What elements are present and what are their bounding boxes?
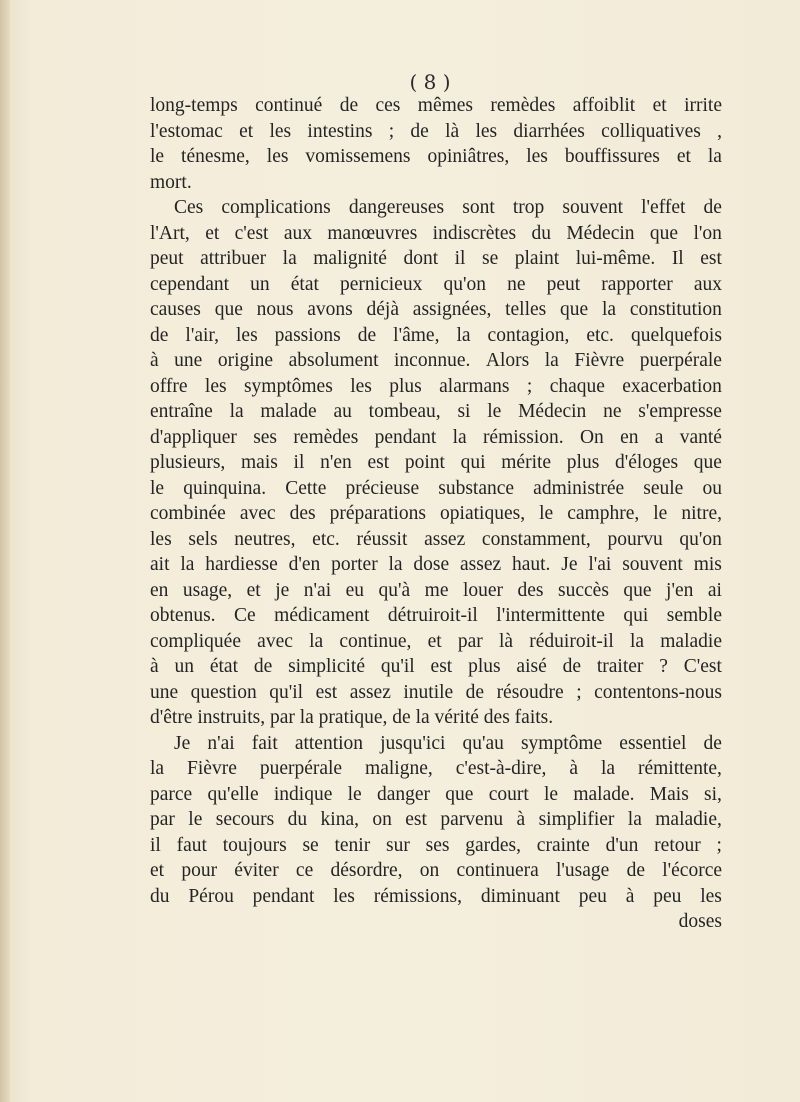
text-line: combinée avec des préparations opiatiques, le camphre, le nitre, [150, 503, 722, 524]
binding-edge [0, 0, 10, 1102]
text-line: long-temps continué de ces mêmes remèdes affoiblit et irrite [150, 95, 722, 116]
text-line: à une origine absolument inconnue. Alors la Fièvre puerpérale [150, 350, 722, 371]
text-line: plusieurs, mais il n'en est point qui mérite plus d'éloges que [150, 452, 722, 473]
text-line: à un état de simplicité qu'il est plus aisé de traiter ? C'est [150, 656, 722, 677]
text-line: les sels neutres, etc. réussit assez constamment, pourvu qu'on [150, 528, 722, 550]
paragraph [150, 731, 722, 910]
text-line: Je n'ai fait attention jusqu'ici qu'au symptôme essentiel de [174, 732, 722, 754]
text-line: de l'air, les passions de l'âme, la contagion, etc. quelquefois [150, 324, 722, 346]
text-line: l'estomac et les intestins ; de là les diarrhées colliquatives , [150, 120, 722, 142]
text-line: parce qu'elle indique le danger que court le malade. Mais si, [150, 783, 722, 805]
body-text [150, 93, 722, 935]
text-line: il faut toujours se tenir sur ses gardes, crainte d'un retour ; [150, 834, 722, 856]
text-line: la Fièvre puerpérale maligne, c'est-à-dire, à la rémittente, [150, 758, 722, 779]
text-line: l'Art, et c'est aux manœuvres indiscrètes du Médecin que l'on [150, 222, 722, 244]
text-line: d'être instruits, par la pratique, de la vérité des faits. [150, 707, 554, 728]
text-line: une question qu'il est assez inutile de résoudre ; contentons-nous [150, 681, 722, 703]
text-line: en usage, et je n'ai eu qu'à me louer des succès que j'en ai [150, 579, 722, 601]
text-line: le ténesme, les vomissemens opiniâtres, les bouffissures et la [150, 146, 722, 167]
catchword: doses [678, 911, 722, 932]
text-line: compliquée avec la continue, et par là réduiroit-il la maladie [150, 630, 722, 652]
text-line: obtenus. Ce médicament détruiroit-il l'intermittente qui semble [150, 605, 722, 626]
page-number: ( 8 ) [409, 70, 451, 94]
text-line: mort. [150, 171, 192, 193]
text-line: du Pérou pendant les rémissions, diminuant peu à peu les [150, 885, 722, 907]
text-line: le quinquina. Cette précieuse substance administrée seule ou [150, 477, 722, 499]
text-line: par le secours du kina, on est parvenu à simplifier la maladie, [150, 809, 722, 830]
text-line: et pour éviter ce désordre, on continuera l'usage de l'écorce [150, 860, 722, 881]
paragraph [150, 195, 722, 731]
text-line: causes que nous avons déjà assignées, telles que la constitution [150, 299, 722, 320]
paragraph [150, 93, 722, 195]
text-line: ait la hardiesse d'en porter la dose assez haut. Je l'ai souvent mis [150, 554, 722, 575]
text-line: entraîne la malade au tombeau, si le Médecin ne s'empresse [150, 401, 722, 422]
text-line: Ces complications dangereuses sont trop souvent l'effet de [174, 197, 722, 218]
text-line: cependant un état pernicieux qu'on ne peut rapporter aux [150, 273, 722, 295]
text-line: peut attribuer la malignité dont il se plaint lui-même. Il est [150, 248, 722, 269]
text-line: offre les symptômes les plus alarmans ; chaque exacerbation [150, 375, 722, 397]
text-line: d'appliquer ses remèdes pendant la rémission. On en a vanté [150, 426, 722, 448]
